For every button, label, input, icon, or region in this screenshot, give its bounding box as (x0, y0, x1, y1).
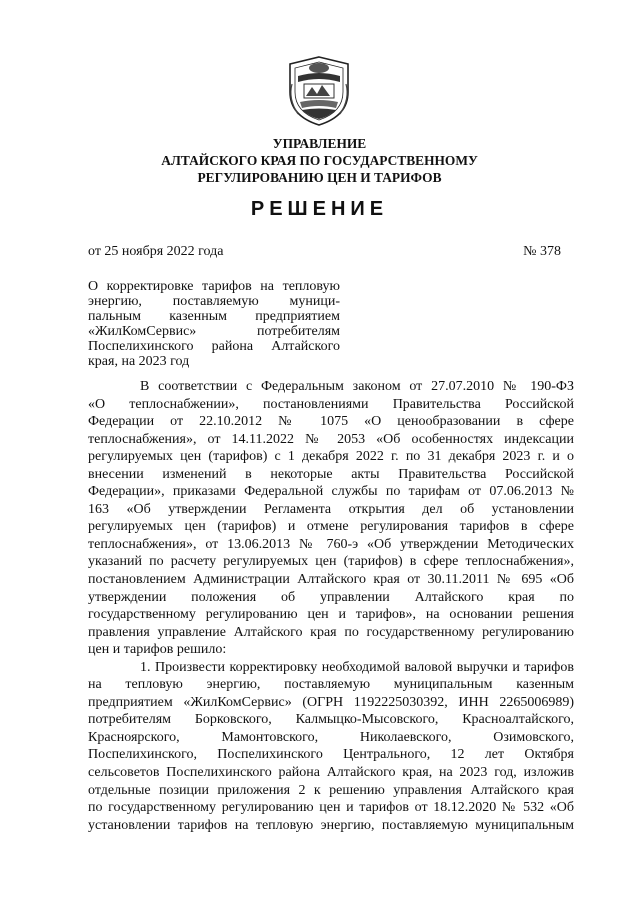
body-line: цен и тарифов решило: (88, 642, 227, 658)
body-line: потребителям Борковского, Калмыцко-Мысовского, Красноалтайского, (88, 712, 574, 728)
body-line: сельсоветов Поспелихинского района Алтайского края, на 2023 год, изложив (88, 765, 574, 781)
subject-line: «ЖилКомСервис» потребителям (88, 324, 340, 339)
body-line: правления управление Алтайского края по государственному регулированию (88, 624, 574, 640)
subject-line: О корректировке тарифов на тепловую (88, 279, 340, 294)
body-line: 1. Произвести корректировку необходимой валовой выручки и тарифов (140, 659, 574, 675)
body-line: предприятием «ЖилКомСервис» (ОГРН 1192225030392, ИНН 2265006989) (88, 694, 574, 710)
coat-of-arms-icon (284, 54, 354, 128)
document-number: № 378 (523, 244, 561, 259)
body-line: на тепловую энергию, поставляемую муниципальным казенным (88, 677, 574, 693)
org-line: АЛТАЙСКОГО КРАЯ ПО ГОСУДАРСТВЕННОМУ (161, 153, 478, 168)
org-line: РЕГУЛИРОВАНИЮ ЦЕН И ТАРИФОВ (197, 170, 442, 185)
document-type-title: РЕШЕНИЕ (250, 198, 389, 220)
body-line: «О теплоснабжении», постановлениями Правительства Российской (88, 396, 574, 412)
body-line: внесении изменений в некоторые акты Правительства Российской (88, 466, 574, 482)
org-line: УПРАВЛЕНИЕ (272, 136, 367, 151)
body-line: Федерации от 22.10.2012 № 1075 «О ценообразовании в сфере (88, 414, 574, 430)
document-subject (88, 279, 340, 369)
body-line: Поспелихинского, Поспелихинского Центрального, 12 лет Октября (88, 747, 574, 763)
document-date: от 25 ноября 2022 года (88, 244, 224, 259)
body-line: Федерации», приказами Федеральной службы по тарифам от 07.06.2013 № (88, 484, 574, 500)
body-line: регулируемых цен (тарифов) с 1 декабря 2022 г. по 31 декабря 2023 г. и о (88, 449, 574, 465)
body-line: теплоснабжения», от 13.06.2013 № 760-э «Об утверждении Методических (88, 536, 574, 552)
body-line: Красноярского, Мамонтовского, Николаевского, Озимовского, (88, 729, 574, 745)
body-line: установлении тарифов на тепловую энергию, поставляемую муниципальным (88, 817, 574, 833)
body-line: утверждении положения об управлении Алтайского края по (88, 589, 574, 605)
body-line: 163 «Об утверждении Регламента открытия дел об установлении (88, 501, 574, 517)
body-line: отдельные позиции приложения 2 к решению управления Алтайского края (88, 782, 574, 798)
subject-line: пальным казенным предприятием (88, 309, 340, 324)
body-line: государственному регулированию цен и тарифов», на основании решения (88, 607, 574, 623)
document-body (88, 378, 574, 834)
subject-line: края, на 2023 год (88, 354, 190, 369)
body-line: В соответствии с Федеральным законом от 27.07.2010 № 190-ФЗ (140, 379, 574, 394)
body-line: теплоснабжения», от 14.11.2022 № 2053 «Об особенностях индексации (88, 431, 574, 447)
body-line: указаний по расчету регулируемых цен (тарифов) в сфере теплоснабжения», (88, 554, 574, 570)
body-line: постановлением Администрации Алтайского края от 30.11.2011 № 695 «Об (88, 572, 574, 588)
body-line: регулируемых цен (тарифов) и отмене регулирования тарифов в сфере (88, 519, 574, 535)
issuing-authority (0, 135, 639, 186)
body-line: по государственному регулированию цен и тарифов от 18.12.2020 № 532 «Об (88, 800, 574, 816)
subject-line: энергию, поставляемую муници- (88, 294, 340, 309)
subject-line: Поспелихинского района Алтайского (88, 339, 340, 354)
